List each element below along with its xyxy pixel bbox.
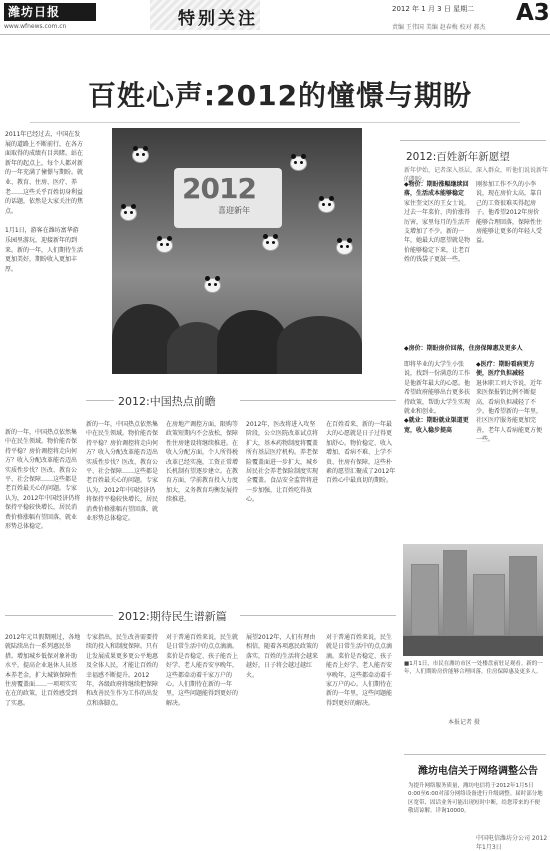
panda-decoration	[204, 278, 221, 293]
article-column: 新的一年，中国热点依然集中在民生领域。物价能否保持平稳？房价调控将走向何方？收入分配改革能否迈出实质性步伐？医改、教育公平、社会保障……这些都是老百姓最关心的问题。专家认为，2012年中国经济仍将保持平稳较快增长，居民消费价格涨幅有望回落，就业形势总体稳定。	[86, 421, 159, 523]
newspaper-url: www.wfnews.com.cn	[4, 23, 67, 30]
section-divider	[240, 615, 396, 616]
building-shape	[411, 564, 439, 636]
panda-decoration	[262, 236, 279, 251]
article-column: 2012年，医改将进入攻坚阶段，公立医院改革试点将扩大，基本药物制度将覆盖所有基层医疗机构。养老保险覆盖面进一步扩大，城乡居民社会养老保险制度实现全覆盖。食品安全监管将进一步加强，让百姓吃得放心。	[246, 421, 319, 504]
article-column: 新的一年，中国热点依然集中在民生领域。物价能否保持平稳？房价调控将走向何方？收入分配改革能否迈出实质性步伐？医改、教育公平、社会保障……这些都是老百姓最关心的问题。专家认为，2012年中国经济仍将保持平稳较快增长，居民消费价格涨幅有望回落，就业形势总体稳定。	[5, 429, 81, 531]
section-title: 特别关注	[178, 9, 258, 29]
intro-column	[5, 130, 83, 420]
sidebar-column	[476, 180, 544, 340]
intro-paragraph: 2011年已经过去，中国在发展的道路上不断前行，在各方面取得的成绩有目共睹。站在新年的起点上，每个人都对新的一年充满了憧憬与期盼。就业、教育、住房、医疗、养老……这些关乎百姓切身利益的话题，依然是大家关注的焦点。	[5, 131, 83, 215]
building-shape	[443, 550, 467, 636]
sidebar-paragraph: 家住奎文区的王女士说，过去一年菜价、肉价涨得厉害，家里每月的生活开支增加了不少。新的一年，她最大的愿望就是物价能够稳定下来，让老百姓的钱袋子更鼓一些。	[404, 199, 471, 264]
photo-caption: 1月1日，游客在潍坊富华游乐园里游玩，迎接新年的到来。新的一年，人们期待生活更加美好，期盼收入更加丰厚。	[5, 227, 83, 273]
sidebar-subheading: ◆物价：期盼涨幅继续回落，生活成本能够稳定	[404, 181, 469, 198]
sidebar-photo-caption: ■1月1日，市民在潍坊市区一处楼盘前驻足观看。新的一年，人们期盼房价能够合理回落，住房保障惠及更多人。	[404, 661, 543, 675]
banner-tagline: 喜迎新年	[218, 206, 250, 215]
article-column: 对于普通百姓来说，民生就是日常生活中的点点滴滴。菜价是否稳定、孩子能否上好学、老人能否安享晚年，这些都牵动着千家万户的心。人们期待在新的一年里，这些问题能得到更好的解决。	[166, 634, 239, 707]
article-column: 对于普通百姓来说，民生就是日常生活中的点点滴滴。菜价是否稳定、孩子能否上好学、老人能否安享晚年，这些都牵动着千家万户的心。人们期待在新的一年里，这些问题能得到更好的解决。	[326, 634, 393, 707]
notice-body: 为提升网络服务质量，潍坊电信将于2012年1月5日0:00至6:00对部分网络设备进行升级调整。届时部分地区宽带、固话业务可能出现短时中断，给您带来的不便敬请谅解。详询10000。	[408, 783, 543, 815]
headline-divider	[30, 122, 520, 123]
sidebar-heading: 2012:百姓新年新愿望	[406, 151, 510, 163]
sidebar-intro: 新年伊始，记者深入基层，深入群众，听他们说说新年的期盼。	[404, 167, 549, 183]
section-divider	[5, 615, 113, 616]
article-column: 专家指出，民生改善需要持续的投入和制度保障。只有让发展成果更多更公平地惠及全体人民，才能让百姓的幸福感不断提升。2012年，各级政府将继续把保障和改善民生作为工作的出发点和落脚点。	[86, 634, 159, 707]
article-column: 展望2012年，人们有理由相信，随着各项惠民政策的落实，百姓的生活将会越来越好，日子将会越过越红火。	[246, 634, 319, 679]
page-headline: 百姓心声:2012的憧憬与期盼	[87, 79, 473, 112]
photo-credit: 本报记者 摄	[448, 719, 480, 726]
main-photo	[112, 128, 362, 374]
article-column: 在房地产调控方面，限购等政策短期内不会放松，保障性住房建设将继续推进。在收入分配方面，个人所得税改革已经实施，工资正常增长机制有望逐步建立。在教育方面，学前教育投入力度加大，义务教育均衡发展持续推进。	[166, 421, 239, 504]
building-shape	[473, 574, 505, 636]
panda-decoration	[132, 148, 149, 163]
building-shape	[509, 556, 537, 636]
notice-divider	[404, 754, 546, 755]
section-divider	[86, 400, 114, 401]
section-heading-hotspots: 2012:中国热点前瞻	[118, 395, 216, 408]
sidebar-column	[404, 344, 544, 356]
sidebar-column	[476, 360, 544, 542]
sidebar-divider	[400, 140, 546, 141]
ground-shape	[403, 636, 543, 656]
sidebar-subheading: ◆医疗：期盼看病更方便，医疗负担减轻	[476, 361, 535, 378]
editor-credits: 责编 王伟国 美编 赵春梅 校对 郝杰	[392, 24, 486, 31]
notice-title: 潍坊电信关于网络调整公告	[418, 766, 538, 777]
panda-decoration	[156, 238, 173, 253]
section-divider	[240, 400, 396, 401]
banner-year: 2012	[182, 172, 256, 205]
sidebar-paragraph: 刚参加工作不久的小李说，现在房价太高，靠自己的工资很难买得起房子。他希望2012年房价能够合理回落，保障性住房能够让更多的年轻人受益。	[476, 181, 543, 245]
sidebar-photo	[403, 544, 543, 656]
sidebar-subheading: ◆就业：期盼就业渠道更宽，收入稳步提高	[404, 417, 469, 434]
notice-signature: 中国电信潍坊分公司 2012年1月3日	[476, 835, 548, 851]
panda-decoration	[120, 206, 137, 221]
article-column: 2012年元旦假期刚过，各地就陆续出台一系列惠民举措。增加城乡低保对象补助水平，提高企业退休人员基本养老金，扩大城镇保障性住房覆盖面……一项项实实在在的政策，让百姓感受到了实惠。	[5, 634, 81, 707]
sidebar-subheading: ◆房价：期盼房价回落，住房保障惠及更多人	[404, 345, 523, 352]
panda-decoration	[318, 198, 335, 213]
new-year-banner	[174, 168, 282, 228]
section-heading-livelihood: 2012:期待民生谱新篇	[118, 610, 227, 623]
page-number: A3	[516, 0, 550, 26]
panda-decoration	[336, 240, 353, 255]
issue-date: 2012 年 1 月 3 日 星期二	[392, 5, 475, 13]
sidebar-paragraph: 即将毕业的大学生小张说，找到一份满意的工作是他新年最大的心愿。他希望政府能够出台更多扶持政策，帮助大学生实现就业和创业。	[404, 361, 471, 416]
crowd-silhouette	[277, 316, 362, 374]
sidebar-paragraph: 退休职工刘大爷说，近年来医保报销比例不断提高，看病负担减轻了不少。他希望新的一年里，社区医疗服务能更加完善，老年人看病能更方便一些。	[476, 379, 543, 444]
article-column: 在百姓看来，新的一年最大的心愿就是日子过得更加舒心。物价稳定、收入增加、看病不难、上学不贵、住房有保障，这些朴素的愿望汇聚成了2012年百姓心中最真切的期盼。	[326, 421, 396, 485]
sidebar-column	[404, 360, 472, 542]
newspaper-logo: 潍坊日报	[4, 3, 96, 21]
panda-decoration	[290, 156, 307, 171]
sidebar-column	[404, 180, 472, 340]
